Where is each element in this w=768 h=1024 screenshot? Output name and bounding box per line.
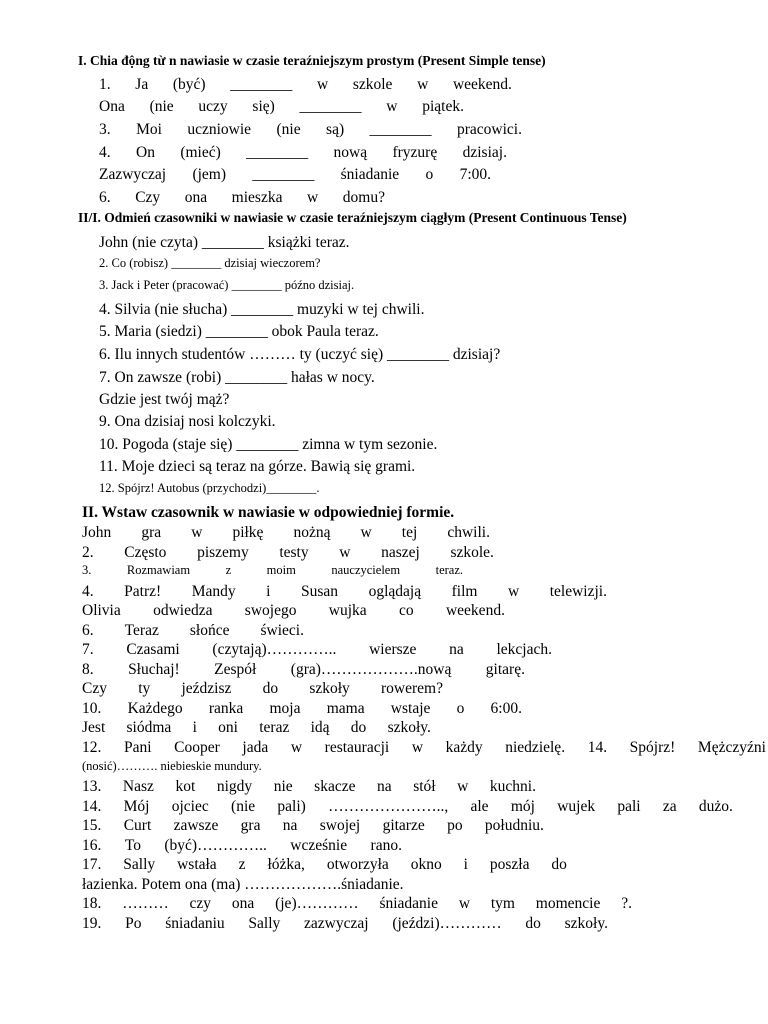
word: wstała: [177, 856, 217, 873]
word: zawsze: [173, 817, 219, 834]
word: w: [411, 739, 424, 756]
word: szkoły.: [564, 915, 608, 932]
word: 14.: [82, 798, 102, 815]
word: 14.: [587, 739, 608, 756]
word: (je)…………: [275, 895, 359, 912]
word: wstaje: [390, 700, 431, 717]
word: (jem): [192, 166, 227, 183]
word: kot: [175, 778, 196, 795]
word: (jeździ)…………: [392, 915, 502, 932]
word: co: [399, 602, 414, 619]
word: teraz.: [435, 563, 463, 577]
word: ________: [252, 166, 315, 183]
word: szkole: [352, 76, 393, 93]
word: fryzurę: [392, 144, 438, 161]
word: łóżka,: [267, 856, 305, 873]
word: Curt: [123, 817, 152, 834]
word: słońce: [189, 622, 230, 639]
word: śniadaniu: [165, 915, 225, 932]
word: nożną: [293, 524, 331, 541]
exercise-line: [82, 681, 443, 697]
word: w: [339, 544, 351, 561]
word: Czy: [82, 680, 107, 697]
word: oni: [218, 719, 238, 736]
word: tym: [490, 895, 515, 912]
word: odwiedza: [153, 602, 213, 619]
exercise-line: Gdzie jest twój mąż?: [99, 391, 230, 408]
word: ________: [369, 121, 432, 138]
word: ………: [122, 895, 169, 912]
word: To: [124, 837, 141, 854]
word: na: [449, 641, 464, 658]
exercise-line: [82, 525, 490, 541]
word: gra: [141, 524, 162, 541]
word: Patrz!: [124, 583, 162, 600]
word: gitarze: [382, 817, 425, 834]
word: teraz: [259, 719, 290, 736]
exercise-line: [99, 122, 522, 138]
word: zazwyczaj: [304, 915, 369, 932]
exercise-line: [99, 190, 385, 206]
word: Spójrz!: [629, 739, 676, 756]
word: domu?: [342, 189, 385, 206]
exercise-line: [82, 779, 536, 795]
word: ty: [138, 680, 151, 697]
word: Sally: [248, 915, 281, 932]
word: wiersze: [369, 641, 417, 658]
word: ?.: [621, 895, 632, 912]
exercise-line: 5. Maria (siedzi) ________ obok Paula teraz.: [99, 323, 379, 340]
exercise-line: [82, 662, 525, 678]
word: do: [551, 856, 567, 873]
word: szkole.: [450, 544, 494, 561]
word: Zazwyczaj: [99, 166, 167, 183]
word: otworzyła: [326, 856, 389, 873]
word: do: [525, 915, 541, 932]
word: On: [136, 144, 155, 161]
word: do: [262, 680, 279, 697]
word: Sally: [123, 856, 156, 873]
word: każdy: [445, 739, 483, 756]
section-1-heading: I. Chia động từ n nawiasie w czasie teraźniejszym prostym (Present Simple tense): [78, 53, 546, 68]
word: się): [252, 98, 275, 115]
exercise-line: 6. Ilu innych studentów ……… ty (uczyć się) ________ dzisiaj?: [99, 346, 501, 363]
word: na: [377, 778, 392, 795]
exercise-line: [82, 740, 766, 756]
word: 19.: [82, 915, 102, 932]
word: i: [266, 583, 271, 600]
word: Pani: [123, 739, 152, 756]
exercise-line: [82, 584, 607, 600]
word: Słuchaj!: [128, 661, 180, 678]
section-3-heading: II. Wstaw czasownik w nawiasie w odpowiedniej formie.: [82, 504, 455, 521]
word: …………………..,: [328, 798, 449, 815]
word: w: [417, 76, 429, 93]
word: niedzielę.: [505, 739, 566, 756]
exercise-line: 4. Silvia (nie słucha) ________ muzyki w tej chwili.: [99, 301, 425, 318]
word: w: [307, 189, 319, 206]
word: (nie: [149, 98, 174, 115]
exercise-line: 11. Moje dzieci są teraz na górze. Bawią się grami.: [99, 458, 416, 475]
word: chwili.: [447, 524, 490, 541]
word: momencie: [535, 895, 601, 912]
word: 2.: [82, 544, 94, 561]
word: w: [316, 76, 329, 93]
exercise-line: [82, 545, 494, 561]
word: i: [463, 856, 468, 873]
exercise-line: [82, 857, 567, 873]
word: śniadanie: [379, 895, 438, 912]
word: świeci.: [260, 622, 304, 639]
word: Zespół: [214, 661, 257, 678]
word: testy: [279, 544, 309, 561]
word: w: [457, 778, 469, 795]
exercise-line: [99, 99, 464, 115]
word: 6.: [82, 622, 94, 639]
word: 7.: [82, 641, 94, 658]
exercise-line: John (nie czyta) ________ książki teraz.: [99, 234, 350, 251]
word: są): [326, 121, 345, 138]
word: nie: [273, 778, 293, 795]
word: szkoły.: [387, 719, 431, 736]
word: siódma: [126, 719, 172, 736]
word: poszła: [489, 856, 530, 873]
word: śniadanie: [340, 166, 400, 183]
word: Jest: [82, 719, 106, 736]
word: Mężczyźni: [697, 739, 766, 756]
word: piłkę: [232, 524, 264, 541]
word: naszej: [381, 544, 420, 561]
word: (mieć): [180, 144, 221, 161]
word: pali: [617, 798, 641, 815]
word: w: [508, 583, 520, 600]
word: ojciec: [171, 798, 209, 815]
word: Rozmawiam: [126, 563, 191, 577]
word: moja: [269, 700, 301, 717]
word: Mój: [123, 798, 150, 815]
word: ________: [230, 76, 293, 93]
word: piszemy: [197, 544, 249, 561]
word: skacze: [314, 778, 356, 795]
word: rano.: [370, 837, 402, 854]
exercise-line: [82, 603, 505, 619]
word: tej: [401, 524, 418, 541]
word: do: [350, 719, 367, 736]
word: weekend.: [452, 76, 512, 93]
exercise-line: [82, 701, 522, 717]
word: Po: [125, 915, 142, 932]
exercise-line: 2. Co (robisz) ________ dzisiaj wieczorem?: [99, 256, 321, 270]
word: Moi: [136, 121, 162, 138]
word: wujek: [557, 798, 596, 815]
word: nową: [333, 144, 368, 161]
word: John: [82, 524, 112, 541]
word: z: [238, 856, 246, 873]
word: dzisiaj.: [462, 144, 507, 161]
word: 7:00.: [459, 166, 491, 183]
word: Ja: [135, 76, 149, 93]
exercise-line: [99, 77, 512, 93]
word: południu.: [484, 817, 544, 834]
word: (nosić)………. niebieskie mundury.: [82, 759, 262, 773]
word: jeździsz: [181, 680, 232, 697]
word: 18.: [82, 895, 102, 912]
word: na: [282, 817, 298, 834]
word: 3.: [99, 121, 111, 138]
word: oglądają: [368, 583, 422, 600]
word: ale: [470, 798, 489, 815]
word: okno: [410, 856, 442, 873]
word: weekend.: [445, 602, 505, 619]
word: nigdy: [216, 778, 253, 795]
word: w: [458, 895, 471, 912]
word: (nie: [276, 121, 301, 138]
word: Cooper: [174, 739, 220, 756]
word: 3.: [82, 563, 92, 577]
word: 16.: [82, 837, 102, 854]
exercise-line: [99, 145, 507, 161]
word: idą: [310, 719, 330, 736]
word: (nie: [231, 798, 256, 815]
exercise-line: [99, 167, 491, 183]
word: 8.: [82, 661, 94, 678]
word: ona: [184, 189, 208, 206]
word: w: [386, 98, 398, 115]
word: Nasz: [122, 778, 154, 795]
word: 4.: [99, 144, 111, 161]
word: i: [192, 719, 197, 736]
word: Teraz: [124, 622, 159, 639]
word: nauczycielem: [331, 563, 401, 577]
word: lekcjach.: [496, 641, 552, 658]
word: o: [456, 700, 465, 717]
word: dużo.: [698, 798, 733, 815]
word: mój: [510, 798, 535, 815]
word: piątek.: [422, 98, 464, 115]
exercise-line: [82, 720, 431, 736]
word: mieszka: [231, 189, 283, 206]
word: po: [447, 817, 463, 834]
exercise-line: [82, 799, 733, 815]
word: Susan: [301, 583, 339, 600]
word: w: [290, 739, 303, 756]
word: ona: [231, 895, 255, 912]
word: pali): [277, 798, 306, 815]
word: w: [360, 524, 372, 541]
exercise-line: [82, 838, 402, 854]
word: swojej: [319, 817, 361, 834]
word: 17.: [82, 856, 102, 873]
word: Mandy: [191, 583, 236, 600]
word: 6:00.: [490, 700, 522, 717]
word: film: [451, 583, 478, 600]
exercise-line: [82, 896, 632, 912]
word: restauracji: [324, 739, 390, 756]
word: moim: [266, 563, 296, 577]
exercise-line: [82, 760, 262, 773]
word: 6.: [99, 189, 111, 206]
exercise-line: [82, 916, 608, 932]
word: rowerem?: [381, 680, 443, 697]
exercise-line: [82, 642, 552, 658]
word: Często: [124, 544, 167, 561]
word: ranka: [208, 700, 244, 717]
word: czy: [189, 895, 212, 912]
word: gra: [240, 817, 261, 834]
word: (być): [172, 76, 206, 93]
word: o: [425, 166, 434, 183]
word: w: [191, 524, 203, 541]
word: (gra)……………….nową: [290, 661, 452, 678]
word: wcześnie: [290, 837, 348, 854]
exercise-line: [82, 877, 404, 893]
word: pracowici.: [456, 121, 522, 138]
word: telewizji.: [549, 583, 607, 600]
word: za: [662, 798, 677, 815]
word: Czy: [135, 189, 161, 206]
word: 1.: [99, 76, 111, 93]
word: gitarę.: [485, 661, 525, 678]
word: swojego: [244, 602, 297, 619]
word: Każdego: [127, 700, 183, 717]
exercise-line: 9. Ona dzisiaj nosi kolczyki.: [99, 413, 276, 430]
word: 4.: [82, 583, 94, 600]
word: jada: [242, 739, 269, 756]
word: Ona: [99, 98, 125, 115]
word: wujka: [328, 602, 367, 619]
section-2-heading: II/I. Odmień czasowniki w nawiasie w czasie teraźniejszym ciągłym (Present Continuous Tense): [78, 210, 627, 225]
word: (być)…………..: [164, 837, 267, 854]
word: ________: [246, 144, 309, 161]
word: z: [225, 563, 232, 577]
word: Olivia: [82, 602, 121, 619]
word: 10.: [82, 700, 102, 717]
word: 12.: [82, 739, 102, 756]
word: (czytają)…………..: [212, 641, 337, 658]
word: szkoły: [309, 680, 350, 697]
exercise-line: [82, 564, 463, 577]
word: mama: [326, 700, 365, 717]
word: kuchni.: [489, 778, 536, 795]
word: 15.: [82, 817, 102, 834]
exercise-line: 7. On zawsze (robi) ________ hałas w nocy.: [99, 369, 375, 386]
word: Czasami: [126, 641, 180, 658]
word: łazienka. Potem ona (ma) ……………….śniadanie.: [82, 876, 404, 893]
exercise-line: 10. Pogoda (staje się) ________ zimna w tym sezonie.: [99, 436, 438, 453]
word: stół: [413, 778, 436, 795]
exercise-line: [82, 818, 544, 834]
exercise-line: 12. Spójrz! Autobus (przychodzi)________.: [99, 481, 320, 495]
exercise-line: [82, 623, 304, 639]
word: uczniowie: [187, 121, 252, 138]
word: 13.: [82, 778, 102, 795]
word: ________: [299, 98, 362, 115]
word: uczy: [198, 98, 228, 115]
exercise-line: 3. Jack i Peter (pracować) ________ późno dzisiaj.: [99, 278, 355, 292]
